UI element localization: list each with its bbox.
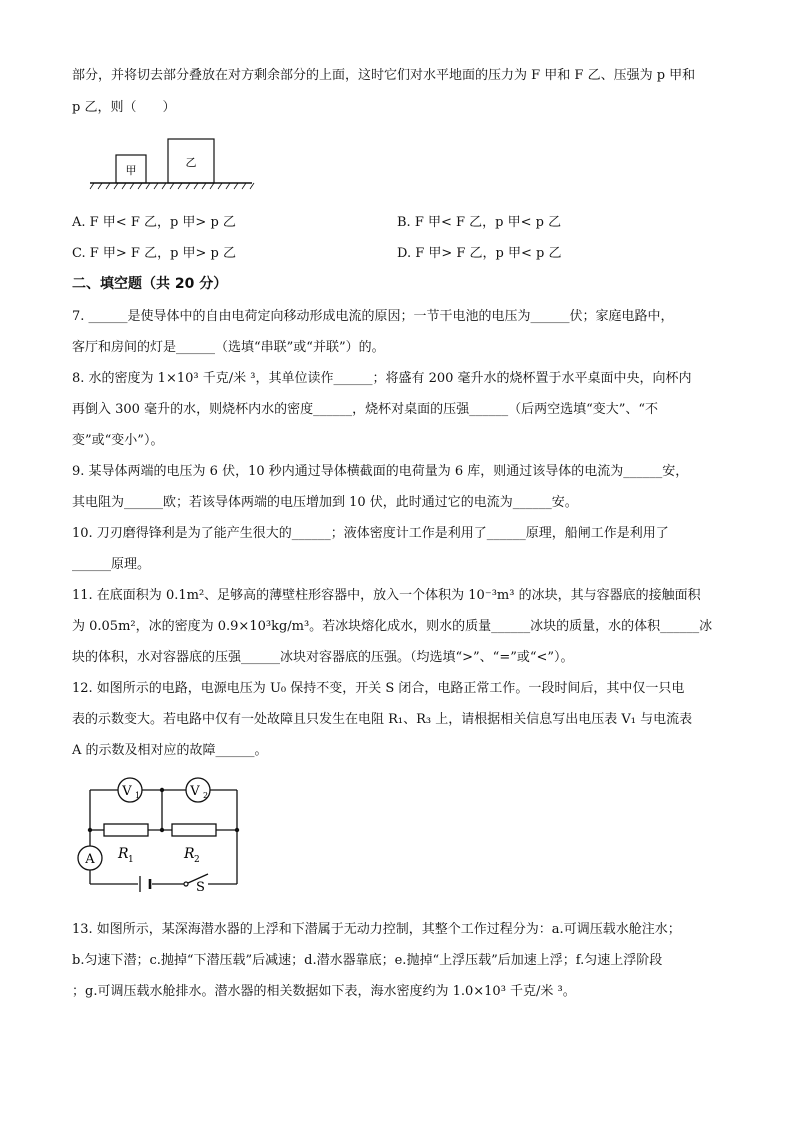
q9-line-1: 9. 某导体两端的电压为 6 伏，10 秒内通过导体横截面的电荷量为 6 库，则通过该导体的电流为______安， [72, 464, 689, 479]
q6-option-b: B. F 甲< F 乙，p 甲< p 乙 [397, 215, 562, 230]
v1-subscript: 1 [135, 791, 141, 800]
q6-blocks-figure [86, 135, 256, 191]
q12-circuit-diagram [72, 772, 247, 892]
q8-line-3: 变”或“变小”）。 [72, 433, 164, 448]
junction-dot [160, 828, 164, 832]
q7-line-2: 客厅和房间的灯是______（选填“串联”或“并联”）的。 [72, 340, 385, 355]
q8-line-1: 8. 水的密度为 1×10³ 千克/米 ³，其单位读作______；将盛有 200 毫升水的烧杯置于水平桌面中央，向杯内 [72, 371, 692, 386]
ammeter-label: A [85, 852, 95, 867]
v2-subscript: 2 [203, 791, 209, 800]
q6-line-2: p 乙，则（ ） [72, 100, 176, 115]
q8-line-2: 再倒入 300 毫升的水，则烧杯内水的密度______，烧杯对桌面的压强______（后两空选填“变大”、“不 [72, 402, 659, 417]
r1-label: R [118, 846, 129, 862]
q6-line-1: 部分，并将切去部分叠放在对方剩余部分的上面，这时它们对水平地面的压力为 F 甲和 F 乙、压强为 p 甲和 [72, 68, 696, 83]
junction-dot [160, 788, 164, 792]
v2-label: V [190, 784, 200, 799]
ground-hatching [90, 183, 254, 189]
q6-option-d: D. F 甲> F 乙，p 甲< p 乙 [397, 246, 562, 261]
v1-label: V [122, 784, 132, 799]
q12-line-3: A 的示数及相对应的故障______。 [72, 743, 268, 758]
block-yi-label: 乙 [185, 156, 197, 169]
q11-line-1: 11. 在底面积为 0.1m²、足够高的薄壁柱形容器中，放入一个体积为 10⁻³m³ 的冰块，其与容器底的接触面积 [72, 588, 701, 603]
circuit-wires [90, 790, 237, 884]
q6-option-a: A. F 甲< F 乙，p 甲> p 乙 [72, 215, 236, 230]
r1-subscript: 1 [128, 855, 134, 865]
section-title: 二、填空题（共 20 分） [72, 276, 228, 292]
q9-line-2: 其电阻为______欧；若该导体两端的电压增加到 10 伏，此时通过它的电流为______安。 [72, 495, 578, 510]
q13-line-2: b.匀速下潜；c.抛掉“下潜压载”后减速；d.潜水器靠底；e.抛掉“上浮压载”后加速上浮；f.匀速上浮阶段 [72, 953, 663, 968]
q13-line-3: ；g.可调压载水舱排水。潜水器的相关数据如下表，海水密度约为 1.0×10³ 千克/米 ³。 [72, 984, 576, 999]
q12-line-2: 表的示数变大。若电路中仅有一处故障且只发生在电阻 R₁、R₃ 上，请根据相关信息写出电压表 V₁ 与电流表 [72, 712, 693, 727]
q10-line-2: ______原理。 [72, 557, 151, 572]
resistor-r1 [104, 824, 148, 836]
switch-pivot [184, 882, 188, 886]
q10-line-1: 10. 刀刃磨得锋利是为了能产生很大的______；液体密度计工作是利用了______原理，船闸工作是利用了 [72, 526, 669, 541]
q13-line-1: 13. 如图所示，某深海潜水器的上浮和下潜属于无动力控制，其整个工作过程分为：a.可调压载水舱注水； [72, 922, 681, 937]
q12-line-1: 12. 如图所示的电路，电源电压为 U₀ 保持不变，开关 S 闭合，电路正常工作。一段时间后，其中仅一只电 [72, 681, 685, 696]
r2-subscript: 2 [194, 855, 200, 865]
q11-line-3: 块的体积，水对容器底的压强______冰块对容器底的压强。（均选填“>”、“=”或“<”）。 [72, 650, 574, 665]
q7-line-1: 7. ______是使导体中的自由电荷定向移动形成电流的原因；一节干电池的电压为______伏；家庭电路中， [72, 309, 674, 324]
junction-dot [88, 828, 92, 832]
block-jia-label: 甲 [125, 164, 137, 177]
switch-label: S [196, 880, 205, 892]
q6-option-c: C. F 甲> F 乙，p 甲> p 乙 [72, 246, 237, 261]
q11-line-2: 为 0.05m²，冰的密度为 0.9×10³kg/m³。若冰块熔化成水，则水的质量______冰块的质量，水的体积______冰 [72, 619, 713, 634]
junction-dot [235, 828, 239, 832]
r2-label: R [184, 846, 195, 862]
resistor-r2 [172, 824, 216, 836]
